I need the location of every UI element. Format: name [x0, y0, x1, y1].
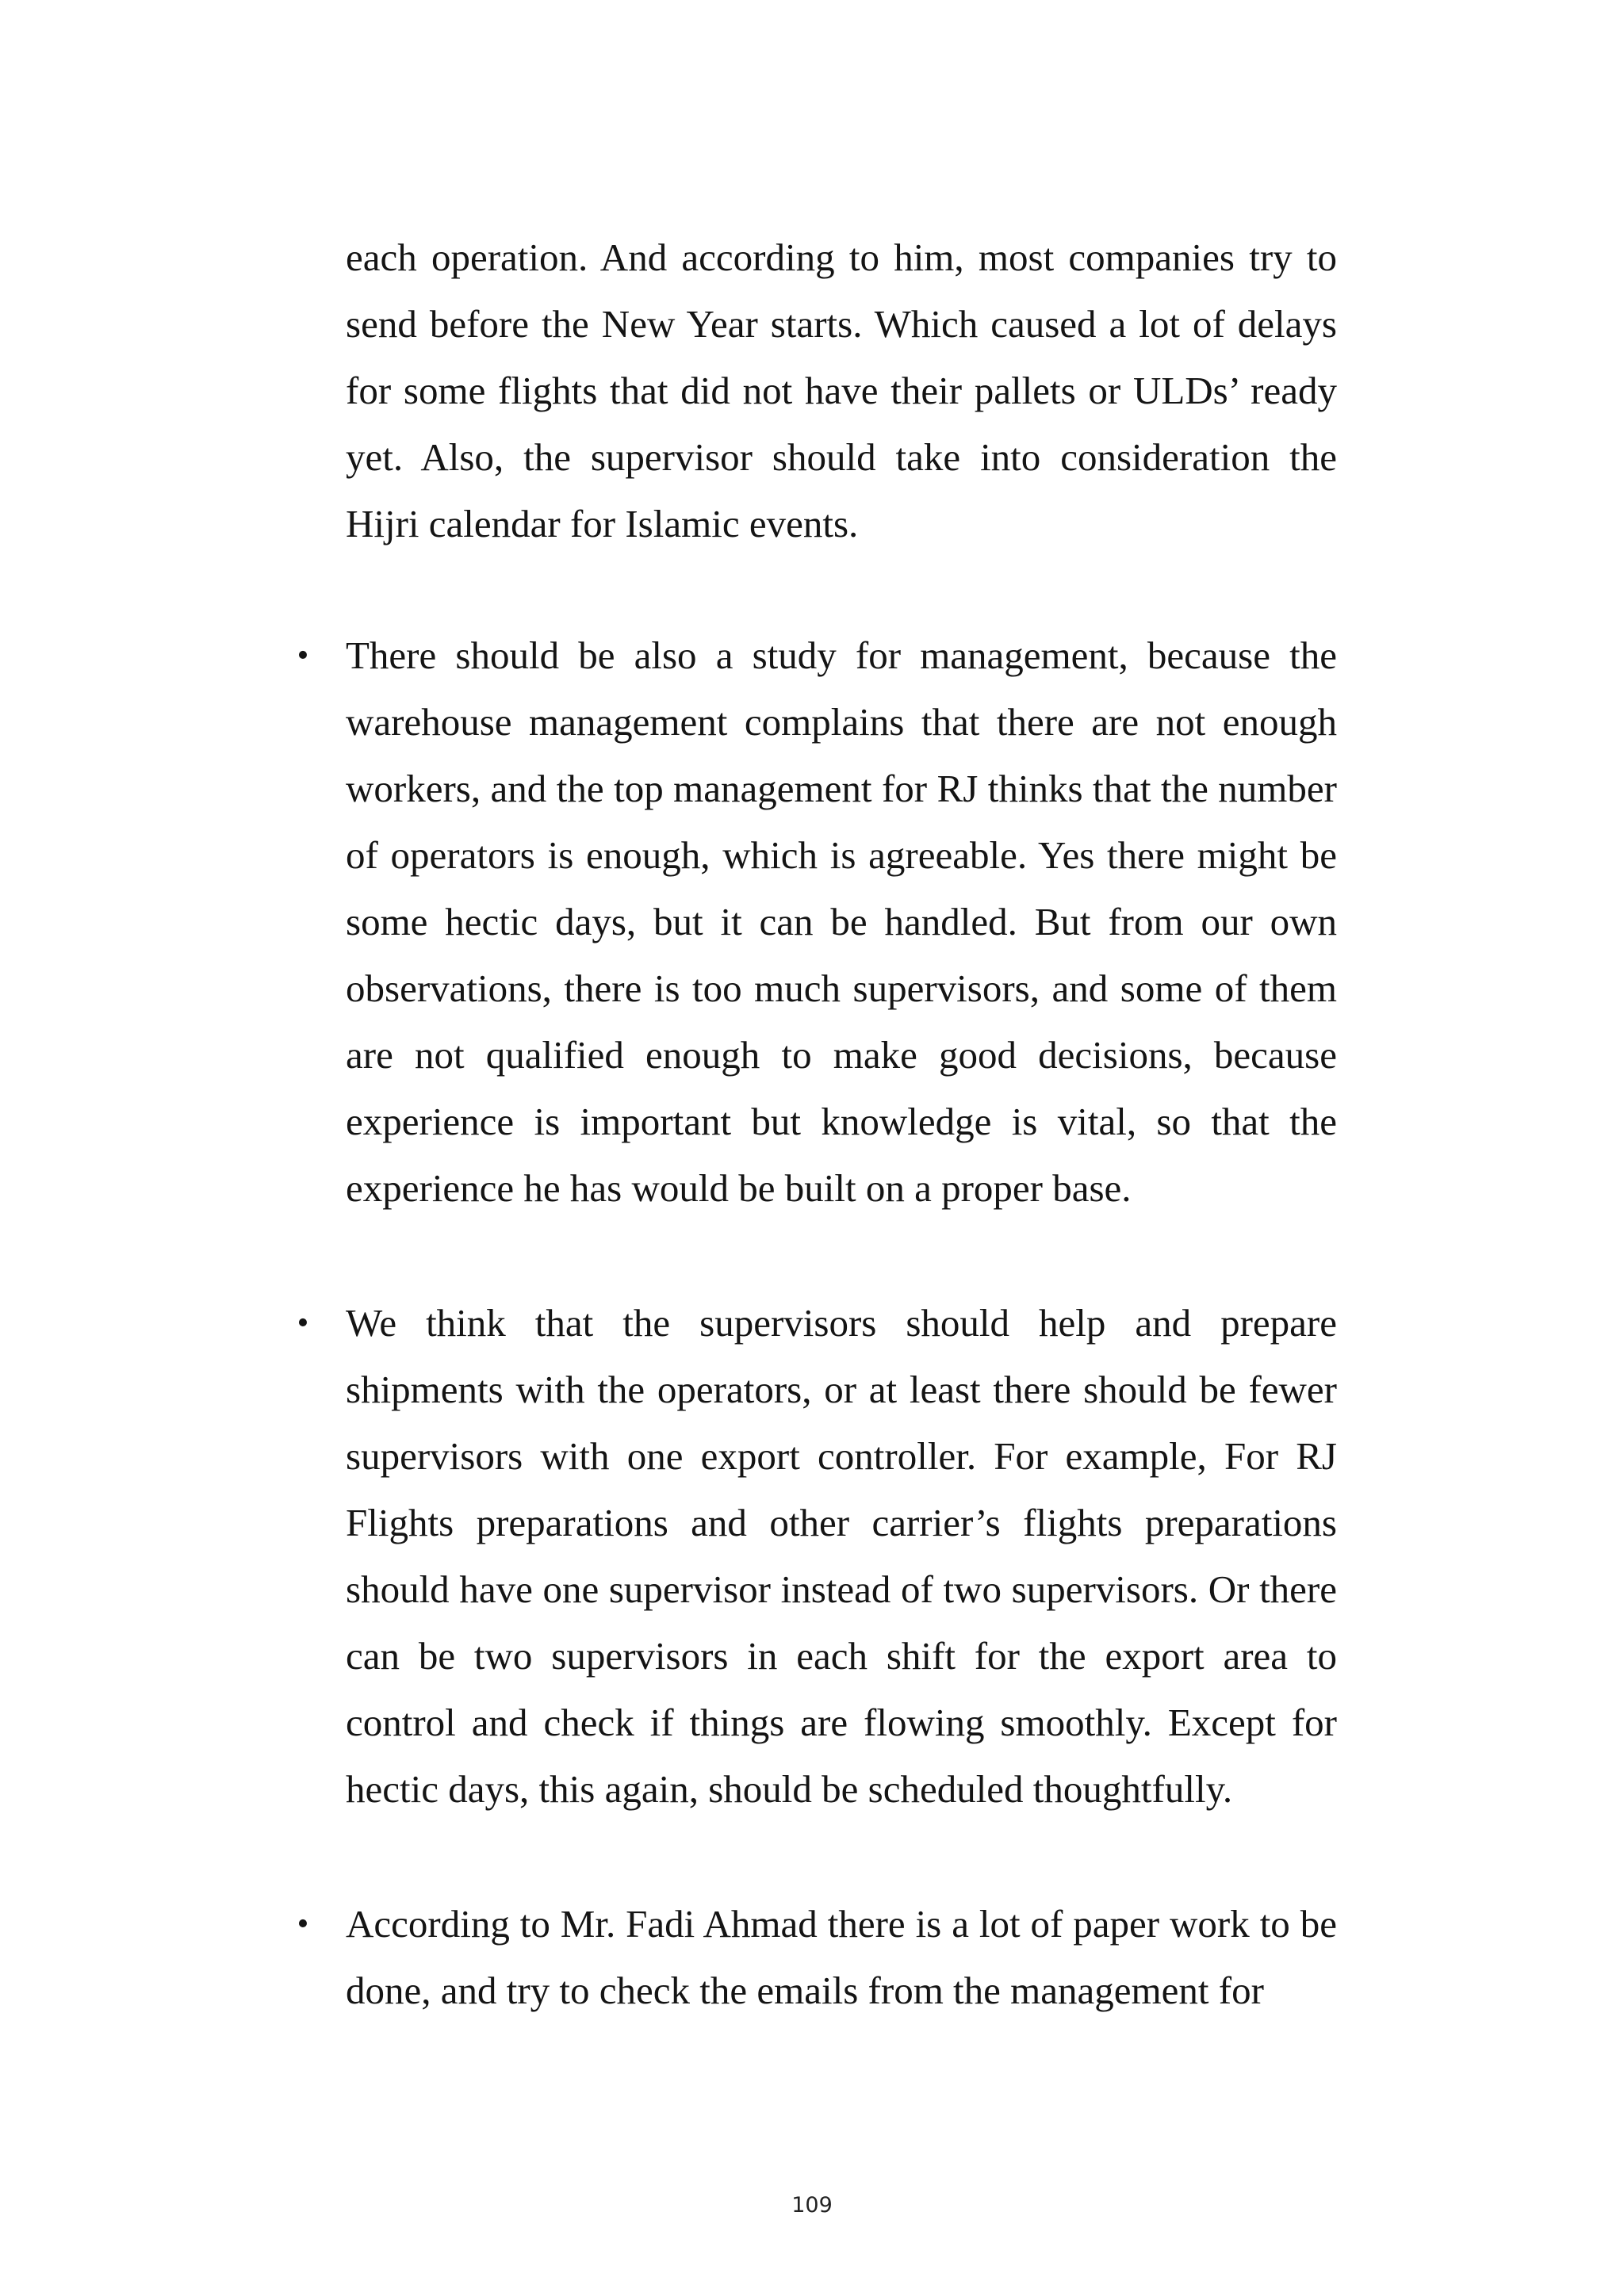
- bullet-icon: •: [297, 637, 309, 674]
- bullet-icon: •: [297, 1906, 309, 1942]
- bullet-text: According to Mr. Fadi Ahmad there is a lot of paper work to be done, and try to check the emails from the management for: [346, 1902, 1337, 2012]
- bullet-item: [297, 1290, 1337, 1823]
- bullet-icon: •: [297, 1305, 309, 1341]
- page-number: 109: [791, 2193, 833, 2218]
- continuation-paragraph: each operation. And according to him, most companies try to send before the New Year starts. Which caused a lot of delays for some flights that did not have their pallets or ULDs’ ready yet. Also, the supervisor should take into consideration the Hijri calendar for Islamic events.: [346, 235, 1337, 545]
- bullet-item: [297, 1891, 1337, 2024]
- bullet-item: [297, 622, 1337, 1222]
- bullet-text: There should be also a study for management, because the warehouse management complains that there are not enough workers, and the top management for RJ thinks that the number of operators is enough, which is agreeable. Yes there might be some hectic days, but it can be handled. But from our own observations, there is too much supervisors, and some of them are not qualified enough to make good decisions, because experience is important but knowledge is vital, so that the experience he has would be built on a proper base.: [346, 633, 1337, 1210]
- bullet-text: We think that the supervisors should help and prepare shipments with the operators, or at least there should be fewer supervisors with one export controller. For example, For RJ Flights preparations and other carrier’s flights preparations should have one supervisor instead of two supervisors. Or there can be two supervisors in each shift for the export area to control and check if things are flowing smoothly. Except for hectic days, this again, should be scheduled thoughtfully.: [346, 1301, 1337, 1811]
